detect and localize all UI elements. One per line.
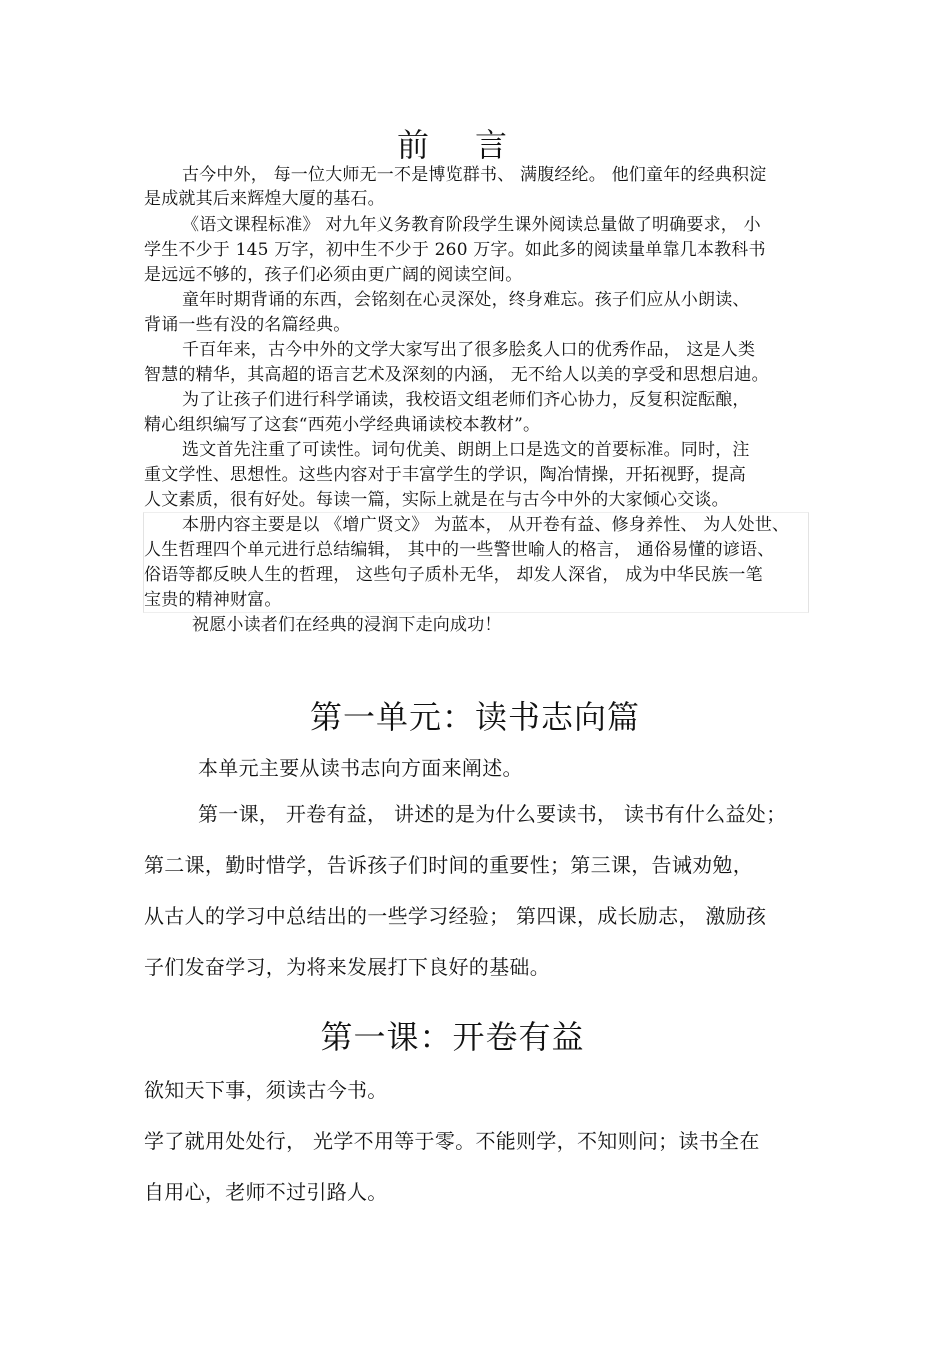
preface-line: 背诵一些有没的名篇经典。 (144, 315, 351, 335)
preface-line: 精心组织编写了这套“西苑小学经典诵读校本教材”。 (144, 415, 541, 435)
preface-line: 宝贵的精神财富。 (144, 590, 282, 610)
unit-line: 从古人的学习中总结出的一些学习经验； 第四课，成长励志， 激励孩 (144, 904, 767, 928)
preface-line: 是成就其后来辉煌大厦的基石。 (144, 189, 385, 209)
preface-line: 是远远不够的，孩子们必须由更广阔的阅读空间。 (144, 265, 523, 285)
unit-line: 第二课，勤时惜学，告诉孩子们时间的重要性；第三课，告诫劝勉， (144, 853, 753, 877)
preface-line: 祝愿小读者们在经典的浸润下走向成功！ (192, 615, 502, 635)
lesson-heading: 第一课：开卷有益 (320, 1018, 585, 1056)
preface-line: 《语文课程标准》 对九年义务教育阶段学生课外阅读总量做了明确要求， 小 (182, 215, 761, 235)
preface-line: 千百年来，古今中外的文学大家写出了很多脍炙人口的优秀作品， 这是人类 (182, 340, 756, 360)
lesson-line: 学了就用处处行， 光学不用等于零。不能则学，不知则问；读书全在 (144, 1129, 760, 1153)
preface-line: 人生哲理四个单元进行总结编辑， 其中的一些警世喻人的格言， 通俗易懂的谚语、 (144, 540, 775, 560)
preface-line: 为了让孩子们进行科学诵读，我校语文组老师们齐心协力，反复积淀酝酿， (182, 390, 750, 410)
unit-heading: 第一单元：读书志向篇 (309, 698, 640, 736)
unit-line: 第一课， 开卷有益， 讲述的是为什么要读书， 读书有什么益处； (198, 802, 787, 826)
preface-line: 本册内容主要是以 《增广贤文》 为蓝本， 从开卷有益、修身养性、 为人处世、 (182, 515, 790, 535)
preface-title: 前言 (396, 126, 553, 164)
preface-line: 童年时期背诵的东西，会铭刻在心灵深处，终身难忘。孩子们应从小朗读、 (182, 290, 750, 310)
preface-line: 人文素质，很有好处。每读一篇，实际上就是在与古今中外的大家倾心交谈。 (144, 490, 729, 510)
preface-line: 智慧的精华，其高超的语言艺术及深刻的内涵， 无不给人以美的享受和思想启迪。 (144, 365, 769, 385)
preface-line: 选文首先注重了可读性。词句优美、朗朗上口是选文的首要标准。同时，注 (182, 440, 750, 460)
lesson-line: 欲知天下事，须读古今书。 (144, 1078, 388, 1102)
preface-line: 学生不少于 145 万字，初中生不少于 260 万字。如此多的阅读量单靠几本教科书 (144, 240, 766, 260)
unit-line: 子们发奋学习，为将来发展打下良好的基础。 (144, 955, 550, 979)
preface-line: 重文学性、思想性。这些内容对于丰富学生的学识，陶冶情操，开拓视野，提高 (144, 465, 746, 485)
unit-line: 本单元主要从读书志向方面来阐述。 (198, 756, 523, 780)
preface-line: 古今中外， 每一位大师无一不是博览群书、 满腹经纶。 他们童年的经典积淀 (182, 165, 767, 185)
lesson-line: 自用心，老师不过引路人。 (144, 1180, 388, 1204)
preface-line: 俗语等都反映人生的哲理， 这些句子质朴无华， 却发人深省， 成为中华民族一笔 (144, 565, 763, 585)
